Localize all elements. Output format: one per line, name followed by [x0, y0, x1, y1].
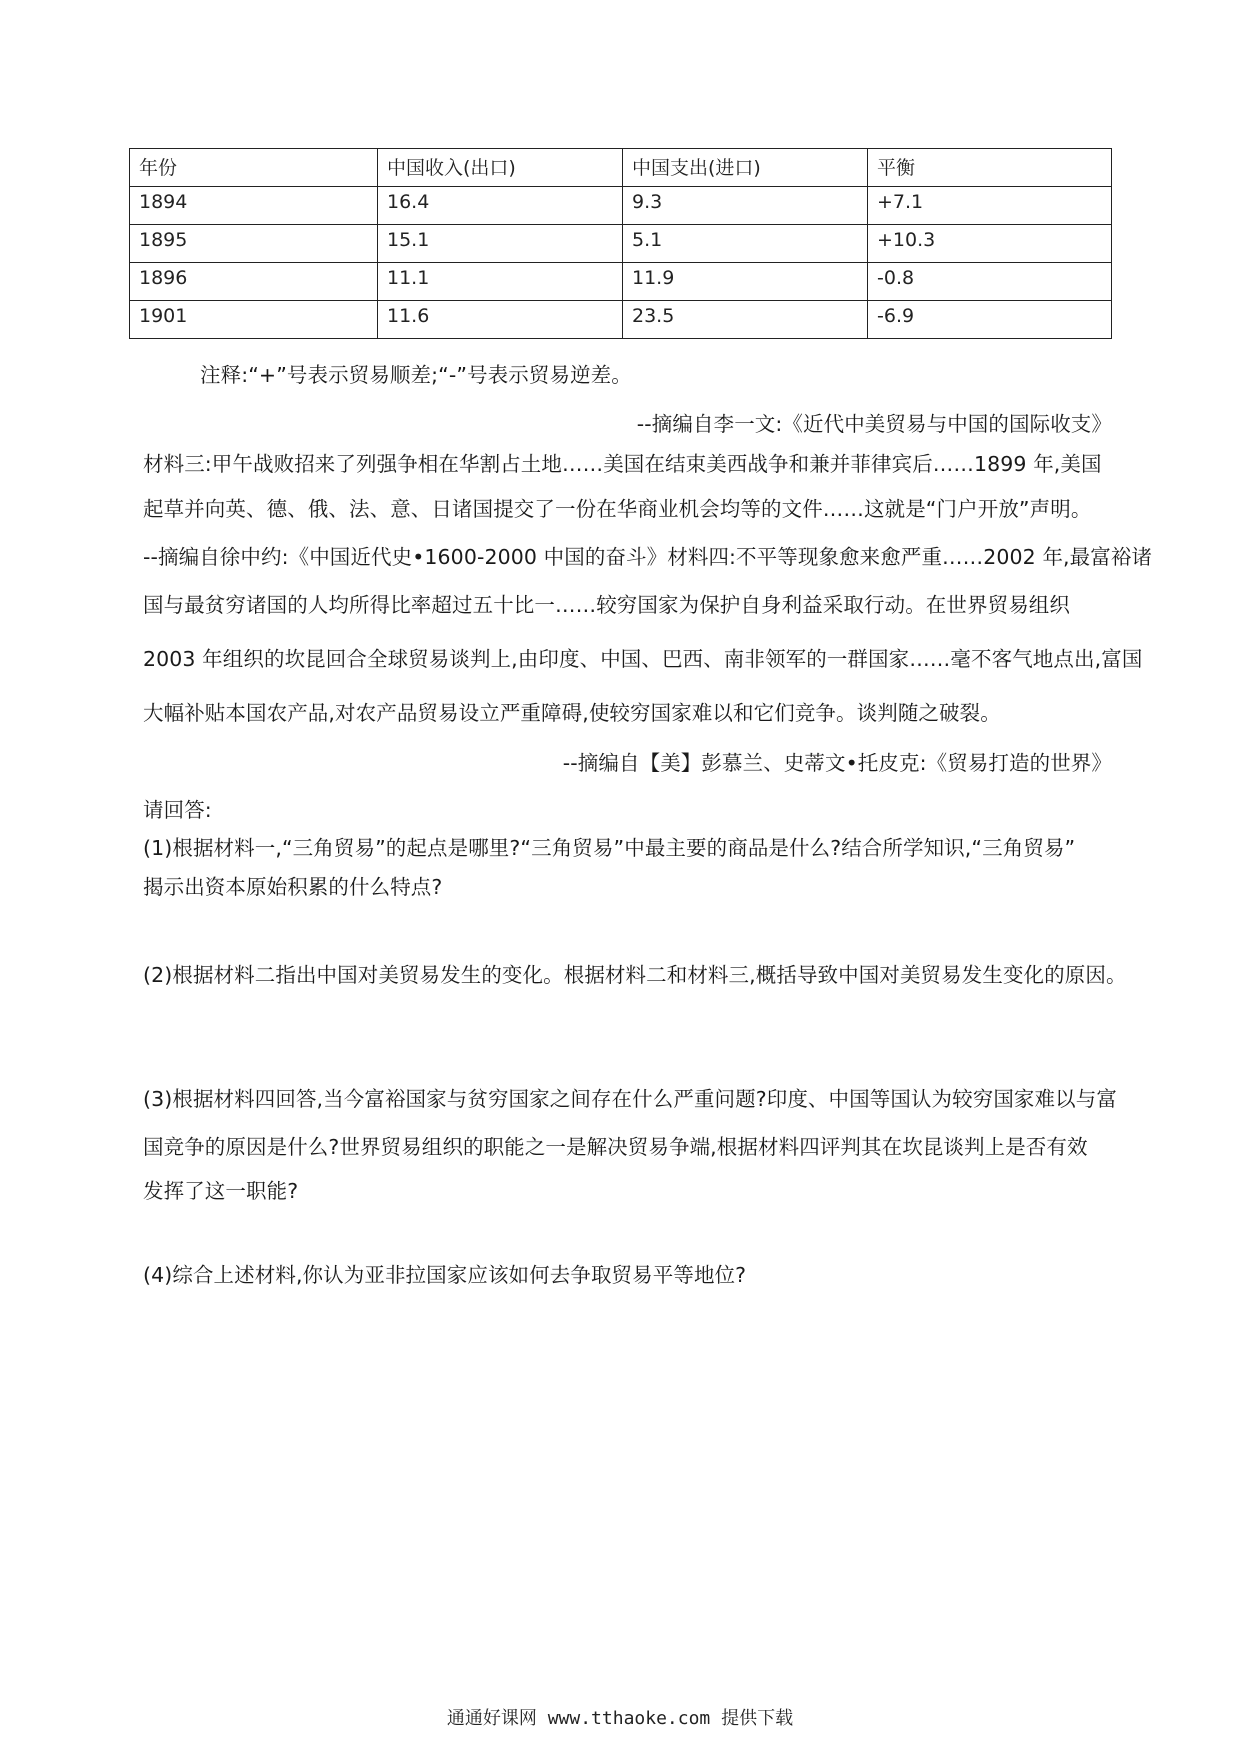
material-three-line-2: 起草并向英、德、俄、法、意、日诸国提交了一份在华商业机会均等的文件……这就是“门户开放”声明。 [143, 497, 1092, 521]
table-cell: +10.3 [868, 225, 1112, 263]
question-1-line-2: 揭示出资本原始积累的什么特点? [143, 875, 443, 899]
trade-balance-table [129, 148, 1112, 339]
table-cell: 16.4 [378, 187, 623, 225]
table-row [130, 187, 1112, 225]
table-cell: 1901 [130, 301, 378, 339]
table-cell: 5.1 [623, 225, 868, 263]
page-footer: 通通好课网 www.tthaoke.com 提供下载 [446, 1708, 794, 1729]
question-1-line-1: (1)根据材料一,“三角贸易”的起点是哪里?“三角贸易”中最主要的商品是什么?结合所学知识,“三角贸易” [143, 836, 1076, 860]
table-header-cell: 平衡 [868, 149, 1112, 187]
table-cell: 11.6 [378, 301, 623, 339]
table-cell: 1896 [130, 263, 378, 301]
table-cell: 23.5 [623, 301, 868, 339]
material-three-line-1: 材料三:甲午战败招来了列强争相在华割占土地……美国在结束美西战争和兼并菲律宾后……1899 年,美国 [143, 452, 1102, 476]
material-four-line-1: --摘编自徐中约:《中国近代史•1600-2000 中国的奋斗》材料四:不平等现象愈来愈严重……2002 年,最富裕诸 [143, 545, 1153, 569]
material-four-line-3: 2003 年组织的坎昆回合全球贸易谈判上,由印度、中国、巴西、南非领军的一群国家……毫不客气地点出,富国 [143, 647, 1143, 671]
question-3-line-1: (3)根据材料四回答,当今富裕国家与贫穷国家之间存在什么严重问题?印度、中国等国认为较穷国家难以与富 [143, 1087, 1117, 1111]
material-four-line-4: 大幅补贴本国农产品,对农产品贸易设立严重障碍,使较穷国家难以和它们竞争。谈判随之破裂。 [143, 701, 1001, 725]
table-cell: +7.1 [868, 187, 1112, 225]
table-cell: -6.9 [868, 301, 1112, 339]
answer-prompt: 请回答: [143, 798, 212, 822]
question-4-line-1: (4)综合上述材料,你认为亚非拉国家应该如何去争取贸易平等地位? [143, 1263, 747, 1287]
table-cell: 1894 [130, 187, 378, 225]
question-3-line-3: 发挥了这一职能? [143, 1179, 299, 1203]
material-four-line-2: 国与最贫穷诸国的人均所得比率超过五十比一……较穷国家为保护自身利益采取行动。在世界贸易组织 [143, 593, 1070, 617]
table-row [130, 263, 1112, 301]
table-header-row [130, 149, 1112, 187]
question-2-line-1: (2)根据材料二指出中国对美贸易发生的变化。根据材料二和材料三,概括导致中国对美贸易发生变化的原因。 [143, 963, 1127, 987]
table-cell: 11.1 [378, 263, 623, 301]
table-cell: 9.3 [623, 187, 868, 225]
table-cell: 11.9 [623, 263, 868, 301]
table-header-cell: 中国支出(进口) [623, 149, 868, 187]
table-row [130, 301, 1112, 339]
table-header-cell: 年份 [130, 149, 378, 187]
table-cell: 1895 [130, 225, 378, 263]
table-note: 注释:“+”号表示贸易顺差;“-”号表示贸易逆差。 [200, 363, 632, 387]
question-3-line-2: 国竞争的原因是什么?世界贸易组织的职能之一是解决贸易争端,根据材料四评判其在坎昆谈判上是否有效 [143, 1135, 1088, 1159]
table-row [130, 225, 1112, 263]
table-header-cell: 中国收入(出口) [378, 149, 623, 187]
table-cell: -0.8 [868, 263, 1112, 301]
source-citation-2: --摘编自李一文:《近代中美贸易与中国的国际收支》 [636, 412, 1112, 436]
source-citation-4: --摘编自【美】彭慕兰、史蒂文•托皮克:《贸易打造的世界》 [562, 751, 1112, 775]
table-cell: 15.1 [378, 225, 623, 263]
